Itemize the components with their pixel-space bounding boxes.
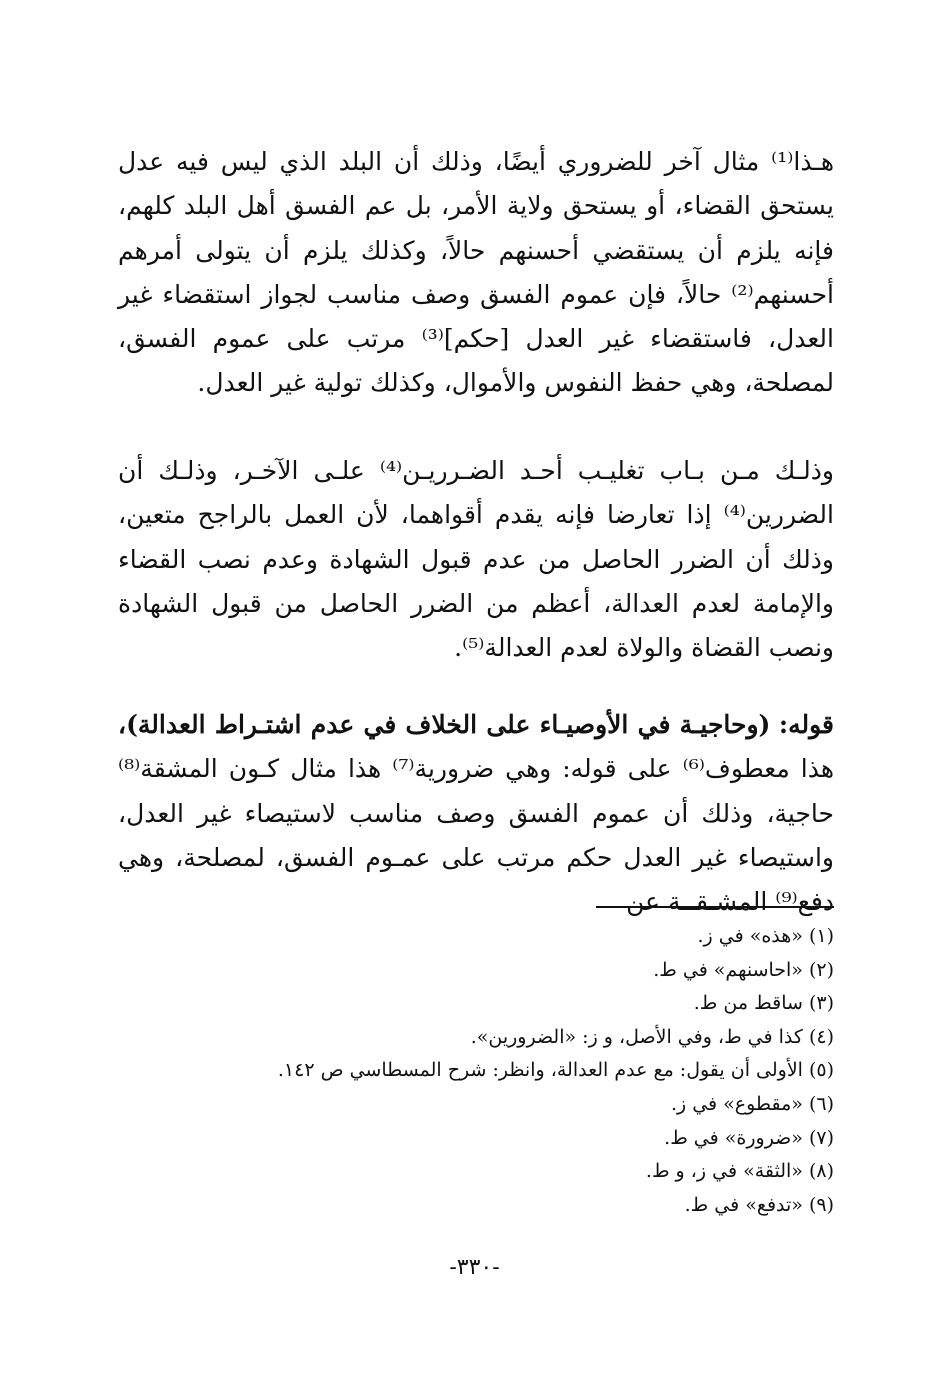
footnote-item (118, 920, 834, 954)
footnote-text: «ضرورة» في ط. (664, 1126, 803, 1149)
footnote-number: (٥) (808, 1059, 834, 1082)
footnote-item (118, 1054, 834, 1088)
footnote-item (118, 1122, 834, 1156)
footnote-text: كذا في ط، وفي الأصل، و ز: «الضرورين». (470, 1025, 803, 1048)
footnote-item (118, 954, 834, 988)
footnote-item (118, 1189, 834, 1223)
page-number: -٣٣٠- (449, 1255, 500, 1280)
footnote-divider (596, 906, 834, 908)
footnote-item (118, 1155, 834, 1189)
footnote-item (118, 987, 834, 1021)
footnote-text: ساقط من ط. (693, 992, 803, 1015)
footnote-number: (٦) (808, 1092, 834, 1115)
footnote-text: «مقطوع» في ز. (670, 1092, 803, 1115)
quote-lead: قوله: (778, 710, 834, 739)
footnote-item (118, 1021, 834, 1055)
footnote-number: (٣) (808, 992, 834, 1015)
commentary-text: هذا معطوف⁽⁶⁾ على قوله: وهي ضرورية⁽⁷⁾ هذا مثال كـون المشقة⁽⁸⁾ حاجية، وذلك أن عموم الفسق وصف مناسب لاستيصاء غير العدل، واستيصاء غير العدل حكم مرتب على عمـوم الفسق، لمصلحة، وهي دفع⁽⁹⁾ المشـقــة عن (118, 754, 835, 917)
footnote-number: (٤) (808, 1025, 834, 1048)
footnote-number: (٩) (808, 1193, 834, 1216)
footnote-item (118, 1088, 834, 1122)
footnote-number: (٧) (808, 1126, 834, 1149)
footnote-text: «الثقة» في ز، و ط. (645, 1160, 803, 1183)
footnote-text: «احاسنهم» في ط. (653, 958, 803, 981)
footnote-number: (١) (808, 925, 834, 947)
paragraph-1: هـذا⁽¹⁾ مثال آخر للضروري أيضًا، وذلك أن البلد الذي ليس فيه عدل يستحق القضاء، أو يستحق ولاية الأمر، بل عم الفسق أهل البلد كلهم، فإنه يلزم أن يستقضي أحسنهم حالاً، وكذلك يلزم أن يتولى أمرهم أحسنهم⁽²⁾ حالاً، فإن عموم الفسق وصف مناسب لجواز استقضاء غير العدل، فاستقضاء غير العدل [حكم]⁽³⁾ مرتب على عموم الفسق، لمصلحة، وهي حفظ النفوس والأموال، وكذلك تولية غير العدل. (118, 147, 834, 398)
page-body (118, 0, 834, 1375)
footnote-text: الأولى أن يقول: مع عدم العدالة، وانظر: شرح المسطاسي ص ١٤٢. (277, 1059, 803, 1082)
quoted-matn: (وحاجيـة في الأوصيـاء على الخلاف في عدم اشتـراط العدالة)، (118, 710, 771, 739)
paragraph-3 (118, 703, 834, 924)
footnotes-list (118, 920, 834, 1222)
footnote-number: (٢) (808, 958, 834, 981)
footnote-number: (٨) (808, 1160, 834, 1183)
footnote-text: «تدفع» في ط. (684, 1193, 803, 1216)
footnote-text: «هذه» في ز. (697, 925, 803, 947)
paragraph-2: وذلـك مـن بـاب تغليـب أحـد الضـرريـن⁽⁴⁾ علـى الآخـر، وذلـك أن الضررين⁽⁴⁾ إذا تعارضا فإنه يقدم أقواهما، لأن العمل بالراجح متعين، وذلك أن الضرر الحاصل من عدم قبول الشهادة وعدم نصب القضاء والإمامة لعدم العدالة، أعظم من الضرر الحاصل من قبول الشهادة ونصب القضاة والولاة لعدم العدالة⁽⁵⁾. (118, 456, 834, 663)
